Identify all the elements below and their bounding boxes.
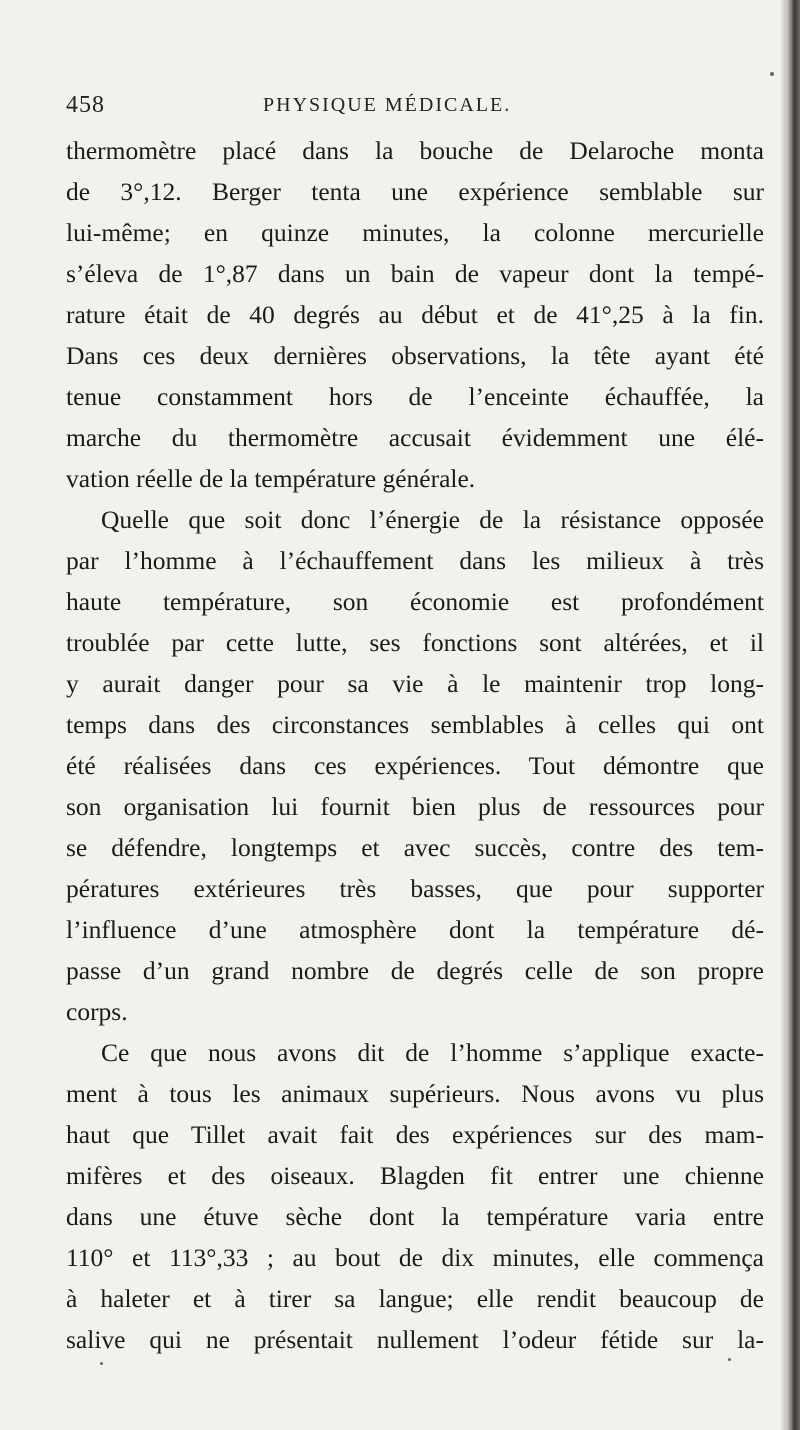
text-line: thermomètre placé dans la bouche de Delaroche monta [66,136,764,165]
text-line: y aurait danger pour sa vie à le maintenir trop long- [66,669,764,698]
text-line: temps dans des circonstances semblables à celles qui ont [66,710,764,739]
body-text [66,130,764,1360]
text-line: vation réelle de la température générale. [66,464,476,493]
text-line: l’influence d’une atmosphère dont la température dé- [66,915,764,944]
text-line: corps. [66,997,128,1026]
text-line: par l’homme à l’échauffement dans les milieux à très [66,546,764,575]
text-line: dans une étuve sèche dont la température varia entre [66,1202,764,1231]
text-line: été réalisées dans ces expériences. Tout démontre que [66,751,764,780]
text-line: lui-même; en quinze minutes, la colonne mercurielle [66,218,764,247]
text-line: à haleter et à tirer sa langue; elle rendit beaucoup de [66,1284,764,1313]
text-line: s’éleva de 1°,87 dans un bain de vapeur dont la tempé- [66,259,764,288]
text-line: se défendre, longtemps et avec succès, contre des tem- [66,833,764,862]
text-line: 110° et 113°,33 ; au bout de dix minutes, elle commença [66,1243,764,1272]
text-line: haute température, son économie est profondément [66,587,764,616]
text-line: passe d’un grand nombre de degrés celle de son propre [66,956,764,985]
print-speck [770,72,774,76]
text-line: ment à tous les animaux supérieurs. Nous avons vu plus [66,1079,764,1108]
text-line: rature était de 40 degrés au début et de 41°,25 à la fin. [66,300,764,329]
page-number: 458 [66,92,105,118]
page-edge [786,0,800,1430]
text-line: pératures extérieures très basses, que pour supporter [66,874,764,903]
text-line: haut que Tillet avait fait des expériences sur des mam- [66,1120,764,1149]
print-speck [100,1362,103,1365]
text-line: salive qui ne présentait nullement l’odeur fétide sur la- [66,1325,764,1354]
page-header [66,92,766,126]
text-line: troublée par cette lutte, ses fonctions sont altérées, et il [66,628,764,657]
text-line: marche du thermomètre accusait évidemment une élé- [66,423,764,452]
text-line: Quelle que soit donc l’énergie de la résistance opposée [101,505,764,534]
text-line: mifères et des oiseaux. Blagden fit entrer une chienne [66,1161,764,1190]
text-line: de 3°,12. Berger tenta une expérience semblable sur [66,177,764,206]
text-line: Dans ces deux dernières observations, la tête ayant été [66,341,764,370]
running-head: PHYSIQUE MÉDICALE. [263,94,512,116]
text-line: Ce que nous avons dit de l’homme s’applique exacte- [101,1038,764,1067]
text-line: tenue constamment hors de l’enceinte échauffée, la [66,382,764,411]
text-line: son organisation lui fournit bien plus de ressources pour [66,792,764,821]
